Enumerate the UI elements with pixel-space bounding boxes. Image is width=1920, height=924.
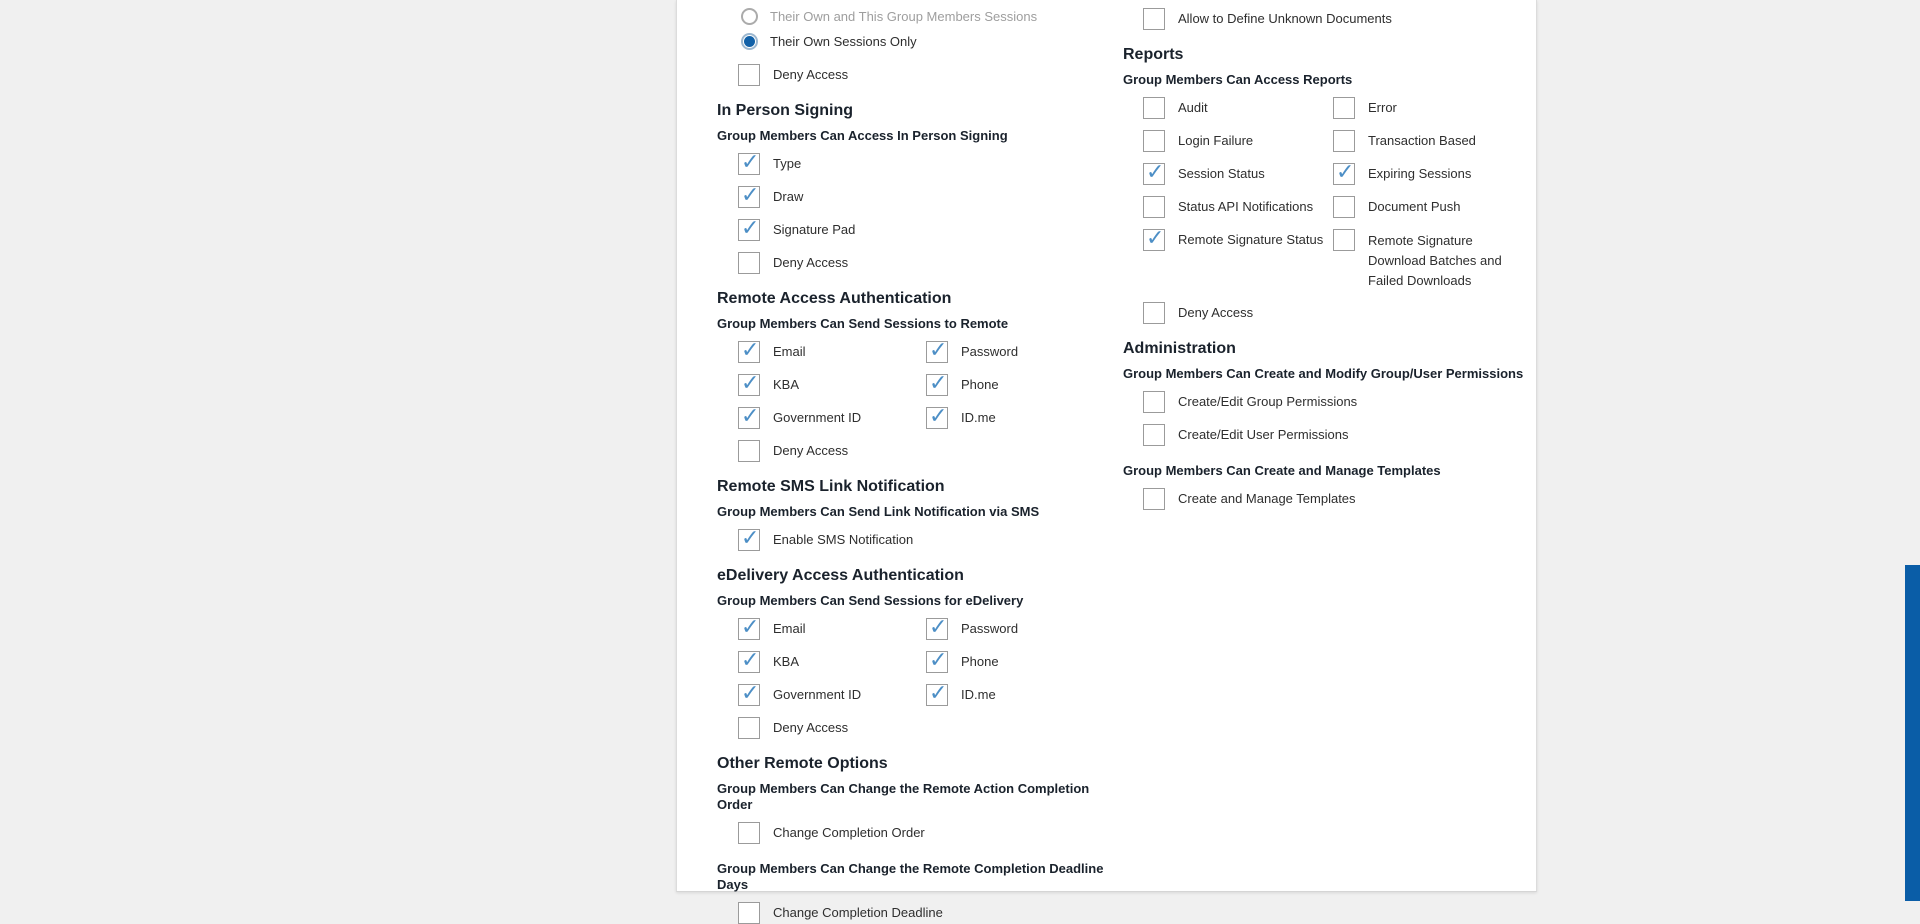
checkbox-phone[interactable]: [926, 370, 948, 396]
right-permissions-column: [1123, 0, 1529, 510]
checkbox-remote-signature-download-batches[interactable]: [1333, 229, 1355, 251]
section-subtitle-remote-sms-link-notification: Group Members Can Send Link Notification via SMS: [717, 504, 1040, 519]
checkbox-row-signature-pad[interactable]: [738, 215, 1113, 241]
section-subtitle-reports: Group Members Can Access Reports: [1123, 72, 1353, 87]
checkbox-deny-access[interactable]: [738, 64, 760, 86]
checkbox-government-id[interactable]: [738, 680, 760, 706]
checkbox-idme[interactable]: [926, 680, 948, 706]
checkbox-deny-access[interactable]: [1143, 302, 1165, 324]
section-title-remote-access-authentication: Remote Access Authentication: [717, 290, 952, 307]
checkbox-row-password-edelivery[interactable]: [926, 614, 1113, 640]
section-title-in-person-signing: In Person Signing: [717, 102, 854, 119]
checkbox-remote-signature-status[interactable]: [1143, 225, 1165, 251]
checkbox-change-completion-deadline[interactable]: [738, 902, 760, 924]
checkbox-password[interactable]: [926, 337, 948, 363]
checkbox-row-deny-access-reports[interactable]: [1143, 302, 1333, 324]
section-subtitle-change-completion-order: Group Members Can Change the Remote Action Completion Order: [717, 781, 1090, 812]
checkbox-session-status[interactable]: [1143, 159, 1165, 185]
check-icon: ✓: [929, 680, 948, 705]
checkbox-row-deny-access-remote[interactable]: [738, 440, 926, 462]
checkbox-row-change-completion-deadline[interactable]: [738, 902, 1113, 924]
checkbox-enable-sms-notification[interactable]: [738, 525, 760, 551]
check-icon: ✓: [741, 215, 760, 240]
checkbox-change-completion-order[interactable]: [738, 822, 760, 844]
checkbox-label: Deny Access: [773, 255, 849, 270]
checkbox-row-login-failure[interactable]: [1143, 130, 1333, 152]
checkbox-label: Enable SMS Notification: [773, 532, 914, 547]
check-icon: ✓: [929, 403, 948, 428]
check-icon: ✓: [741, 680, 760, 705]
checkbox-label: Email: [773, 344, 806, 359]
check-icon: ✓: [929, 370, 948, 395]
section-subtitle-create-manage-templates: Group Members Can Create and Manage Templates: [1123, 463, 1441, 478]
section-subtitle-in-person-signing: Group Members Can Access In Person Signing: [717, 128, 1008, 143]
checkbox-row-deny-access-sessions[interactable]: [738, 64, 1113, 86]
checkbox-document-push[interactable]: [1333, 196, 1355, 218]
checkbox-row-draw[interactable]: [738, 182, 1113, 208]
checkbox-label: Deny Access: [1178, 305, 1254, 320]
checkbox-label: Change Completion Order: [773, 825, 925, 840]
check-icon: ✓: [741, 370, 760, 395]
check-icon: ✓: [741, 647, 760, 672]
checkbox-label: Draw: [773, 189, 804, 204]
checkbox-row-password-remote[interactable]: [926, 337, 1113, 363]
checkbox-deny-access[interactable]: [738, 252, 760, 274]
checkbox-label: KBA: [773, 654, 800, 669]
edelivery-checkbox-grid: [738, 609, 1113, 739]
section-subtitle-remote-access-authentication: Group Members Can Send Sessions to Remote: [717, 316, 1009, 331]
checkbox-row-allow-define-unknown-documents[interactable]: [1143, 8, 1529, 30]
checkbox-label: Password: [961, 621, 1019, 636]
check-icon: ✓: [741, 403, 760, 428]
checkbox-status-api-notifications[interactable]: [1143, 196, 1165, 218]
checkbox-label: Remote Signature Download Batches and Failed Downloads: [1368, 233, 1502, 288]
checkbox-row-error[interactable]: [1333, 97, 1529, 119]
checkbox-row-phone-remote[interactable]: [926, 370, 1113, 396]
checkbox-kba[interactable]: [738, 647, 760, 673]
checkbox-kba[interactable]: [738, 370, 760, 396]
checkbox-label: Signature Pad: [773, 222, 856, 237]
section-title-administration: Administration: [1123, 340, 1236, 357]
section-subtitle-edelivery-access-authentication: Group Members Can Send Sessions for eDelivery: [717, 593, 1024, 608]
checkbox-label: Expiring Sessions: [1368, 166, 1472, 181]
checkbox-label: Change Completion Deadline: [773, 905, 943, 920]
checkbox-row-kba-remote[interactable]: [738, 370, 926, 396]
checkbox-label: Status API Notifications: [1178, 199, 1314, 214]
left-permissions-column: [717, 0, 1113, 924]
checkbox-label: Transaction Based: [1368, 133, 1476, 148]
checkbox-expiring-sessions[interactable]: [1333, 159, 1355, 185]
check-icon: ✓: [741, 149, 760, 174]
checkbox-deny-access[interactable]: [738, 440, 760, 462]
reports-checkbox-grid: [1143, 88, 1529, 324]
checkbox-create-edit-user-permissions[interactable]: [1143, 424, 1165, 446]
checkbox-label: Login Failure: [1178, 133, 1254, 148]
section-title-edelivery-access-authentication: eDelivery Access Authentication: [717, 567, 964, 584]
checkbox-row-email-edelivery[interactable]: [738, 614, 926, 640]
checkbox-label: Session Status: [1178, 166, 1265, 181]
checkbox-allow-define-unknown-documents[interactable]: [1143, 8, 1165, 30]
checkbox-row-remote-signature-download-batches[interactable]: [1333, 229, 1529, 291]
check-icon: ✓: [929, 614, 948, 639]
checkbox-label: Document Push: [1368, 199, 1461, 214]
checkbox-row-change-completion-order[interactable]: [738, 822, 1113, 844]
checkbox-row-create-and-manage-templates[interactable]: [1143, 488, 1529, 510]
checkbox-label: Government ID: [773, 410, 862, 425]
section-title-reports: Reports: [1123, 46, 1184, 63]
checkbox-login-failure[interactable]: [1143, 130, 1165, 152]
checkbox-label: Password: [961, 344, 1019, 359]
checkbox-transaction-based[interactable]: [1333, 130, 1355, 152]
checkbox-label: Create/Edit Group Permissions: [1178, 394, 1358, 409]
section-subtitle-change-completion-deadline: Group Members Can Change the Remote Completion Deadline Days: [717, 861, 1104, 892]
checkbox-row-idme-edelivery[interactable]: [926, 680, 1113, 706]
checkbox-label: Error: [1368, 100, 1397, 115]
checkbox-idme[interactable]: [926, 403, 948, 429]
checkbox-row-deny-access-edelivery[interactable]: [738, 717, 926, 739]
checkbox-audit[interactable]: [1143, 97, 1165, 119]
session-access-radio-group: [717, 0, 1113, 51]
checkbox-label: KBA: [773, 377, 800, 392]
checkbox-row-create-edit-user-permissions[interactable]: [1143, 424, 1529, 446]
checkbox-deny-access[interactable]: [738, 717, 760, 739]
checkbox-row-document-push[interactable]: [1333, 196, 1529, 218]
checkbox-phone[interactable]: [926, 647, 948, 673]
checkbox-label: Type: [773, 156, 802, 171]
check-icon: ✓: [929, 337, 948, 362]
check-icon: ✓: [741, 614, 760, 639]
checkbox-signature-pad[interactable]: [738, 215, 760, 241]
section-title-remote-sms-link-notification: Remote SMS Link Notification: [717, 478, 945, 495]
radio-button[interactable]: [741, 8, 758, 25]
remote-auth-checkbox-grid: [738, 332, 1113, 462]
check-icon: ✓: [1336, 159, 1355, 184]
section-title-other-remote-options: Other Remote Options: [717, 755, 888, 772]
radio-their-own-sessions-only[interactable]: [741, 31, 1113, 51]
checkbox-row-government-id-remote[interactable]: [738, 403, 926, 429]
checkbox-label: Government ID: [773, 687, 862, 702]
checkbox-row-enable-sms-notification[interactable]: [738, 525, 1113, 551]
radio-button[interactable]: [741, 33, 758, 50]
section-subtitle-group-user-permissions: Group Members Can Create and Modify Group/User Permissions: [1123, 366, 1524, 381]
checkbox-label: Phone: [961, 654, 999, 669]
checkbox-create-and-manage-templates[interactable]: [1143, 488, 1165, 510]
checkbox-row-session-status[interactable]: [1143, 159, 1333, 185]
checkbox-type[interactable]: [738, 149, 760, 175]
radio-label: Their Own Sessions Only: [770, 33, 917, 49]
checkbox-row-transaction-based[interactable]: [1333, 130, 1529, 152]
checkbox-email[interactable]: [738, 614, 760, 640]
checkbox-row-phone-edelivery[interactable]: [926, 647, 1113, 673]
check-icon: ✓: [741, 182, 760, 207]
checkbox-label: Phone: [961, 377, 999, 392]
checkbox-row-deny-access-in-person[interactable]: [738, 252, 1113, 274]
checkbox-label: ID.me: [961, 410, 996, 425]
checkbox-label: Remote Signature Status: [1178, 232, 1324, 247]
check-icon: ✓: [929, 647, 948, 672]
checkbox-label: Audit: [1178, 100, 1208, 115]
checkbox-error[interactable]: [1333, 97, 1355, 119]
checkbox-label: ID.me: [961, 687, 996, 702]
checkbox-label: Allow to Define Unknown Documents: [1178, 11, 1392, 26]
check-icon: ✓: [741, 525, 760, 550]
checkbox-row-audit[interactable]: [1143, 97, 1333, 119]
checkbox-draw[interactable]: [738, 182, 760, 208]
checkbox-create-edit-group-permissions[interactable]: [1143, 391, 1165, 413]
checkbox-row-type[interactable]: [738, 149, 1113, 175]
checkbox-email[interactable]: [738, 337, 760, 363]
check-icon: ✓: [1146, 159, 1165, 184]
right-edge-accent-bar[interactable]: [1905, 565, 1920, 901]
checkbox-row-government-id-edelivery[interactable]: [738, 680, 926, 706]
checkbox-label: Deny Access: [773, 67, 849, 82]
checkbox-row-create-edit-group-permissions[interactable]: [1143, 391, 1529, 413]
checkbox-row-expiring-sessions[interactable]: [1333, 159, 1529, 185]
checkbox-label: Create/Edit User Permissions: [1178, 427, 1349, 442]
permissions-panel: [676, 0, 1537, 920]
radio-label: Their Own and This Group Members Sessions: [770, 8, 1038, 24]
checkbox-label: Email: [773, 621, 806, 636]
check-icon: ✓: [1146, 225, 1165, 250]
checkbox-row-status-api-notifications[interactable]: [1143, 196, 1333, 218]
radio-their-own-and-group-members-sessions[interactable]: [741, 6, 1113, 26]
checkbox-label: Deny Access: [773, 443, 849, 458]
checkbox-row-idme-remote[interactable]: [926, 403, 1113, 429]
checkbox-password[interactable]: [926, 614, 948, 640]
check-icon: ✓: [741, 337, 760, 362]
checkbox-row-email-remote[interactable]: [738, 337, 926, 363]
checkbox-government-id[interactable]: [738, 403, 760, 429]
checkbox-label: Create and Manage Templates: [1178, 491, 1356, 506]
checkbox-row-remote-signature-status[interactable]: [1143, 225, 1333, 251]
checkbox-label: Deny Access: [773, 720, 849, 735]
checkbox-row-kba-edelivery[interactable]: [738, 647, 926, 673]
